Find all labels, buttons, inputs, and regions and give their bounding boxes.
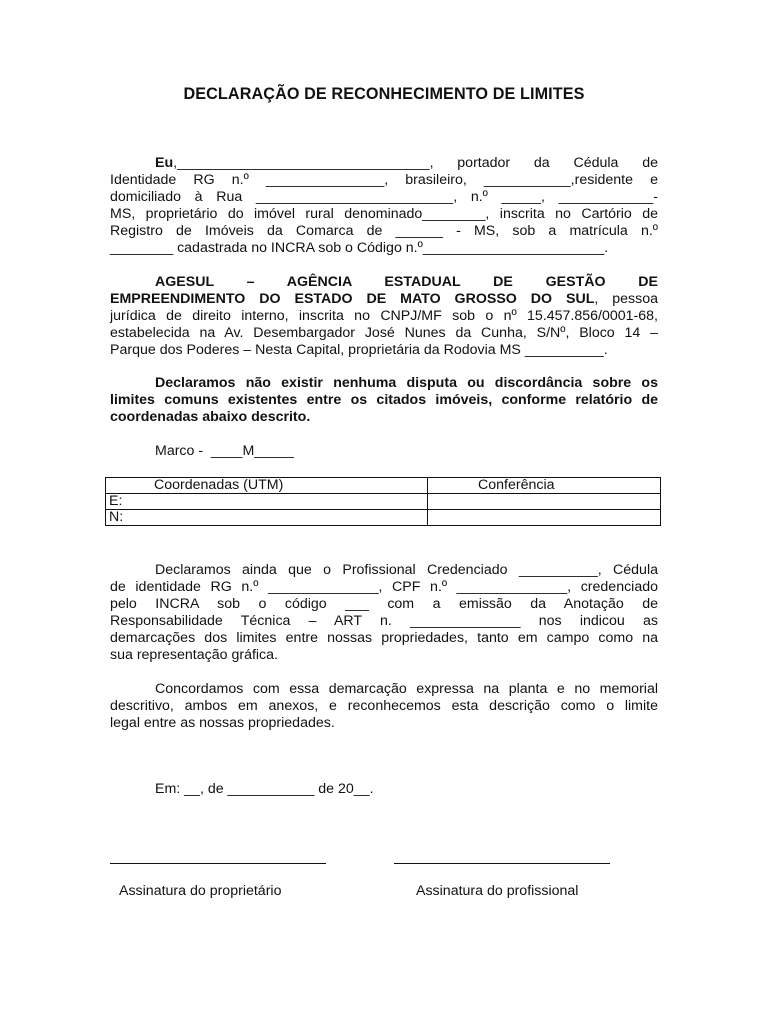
paragraph-line: pelo INCRA sob o código ___ com a emissão da Anotação de (110, 596, 658, 612)
agency-name: AGESUL – AGÊNCIA ESTADUAL DE GESTÃO DE (155, 274, 658, 290)
paragraph-line: Parque dos Poderes – Nesta Capital, proprietária da Rodovia MS __________. (110, 342, 608, 358)
date-line: Em: __, de ___________ de 20__. (155, 781, 374, 797)
table-row (106, 494, 661, 510)
paragraph-declaration (110, 375, 658, 426)
cell-n-conference (428, 510, 661, 526)
line-text: ,________________________________, portador da Cédula de (173, 155, 658, 171)
table-header-row (106, 478, 661, 494)
paragraph-line: ________ cadastrada no INCRA sob o Código n.º_______________________. (110, 240, 609, 256)
declarant-label: Eu (155, 155, 174, 171)
paragraph-declarant (110, 155, 658, 257)
paragraph-line: coordenadas abaixo descrito. (110, 409, 311, 425)
paragraph-line: Declaramos ainda que o Profissional Credenciado __________, Cédula (155, 562, 658, 578)
paragraph-line: Concordamos com essa demarcação expressa na planta e no memorial (155, 681, 658, 697)
coordinates-table (105, 477, 661, 526)
header-conference: Conferência (428, 478, 661, 494)
cell-e-conference (428, 494, 661, 510)
paragraph-line: domiciliado à Rua _________________________, n.º _____, ____________- (110, 189, 658, 205)
owner-signature-label: Assinatura do proprietário (119, 883, 282, 899)
paragraph-line: sua representação gráfica. (110, 647, 278, 663)
paragraph-line (110, 155, 658, 172)
agency-name-cont: EMPREENDIMENTO DO ESTADO DE MATO GROSSO DO SUL (110, 291, 595, 307)
table-row (106, 510, 661, 526)
paragraph-line: estabelecida na Av. Desembargador José Nunes da Cunha, S/Nº, Bloco 14 – (110, 325, 658, 341)
paragraph-agesul (110, 274, 658, 359)
paragraph-line: jurídica de direito interno, inscrita no CNPJ/MF sob o nº 15.457.856/0001-68, (110, 308, 658, 324)
paragraph-line: limites comuns existentes entre os citados imóveis, conforme relatório de (110, 392, 658, 408)
paragraph-line: de identidade RG n.º ______________, CPF n.º ______________, credenciado (110, 579, 658, 595)
cell-n: N: (106, 510, 428, 526)
line-text: , pessoa (594, 291, 658, 307)
header-coordinates: Coordenadas (UTM) (106, 478, 428, 494)
paragraph-line: Identidade RG n.º _______________, brasileiro, ___________,residente e (110, 172, 658, 188)
owner-signature-line (110, 863, 326, 864)
professional-signature-line (394, 863, 610, 864)
paragraph-line (110, 291, 658, 308)
paragraph-line: Responsabilidade Técnica – ART n. ______________ nos indicou as (110, 613, 658, 629)
paragraph-line: legal entre as nossas propriedades. (110, 715, 335, 731)
paragraph-line: Registro de Imóveis da Comarca de ______ - MS, sob a matrícula n.º (110, 223, 658, 239)
paragraph-line (110, 274, 658, 291)
marco-line: Marco - ____M_____ (155, 443, 294, 459)
cell-e: E: (106, 494, 428, 510)
paragraph-line: Declaramos não existir nenhuma disputa ou discordância sobre os (155, 375, 658, 391)
paragraph-professional (110, 562, 658, 664)
paragraph-line: MS, proprietário do imóvel rural denominado________, inscrita no Cartório de (110, 206, 658, 222)
professional-signature-label: Assinatura do profissional (416, 883, 579, 899)
paragraph-line: demarcações dos limites entre nossas propriedades, tanto em campo como na (110, 630, 658, 646)
document-title: DECLARAÇÃO DE RECONHECIMENTO DE LIMITES (183, 85, 585, 103)
paragraph-line: descritivo, ambos em anexos, e reconhecemos esta descrição como o limite (110, 698, 658, 714)
paragraph-agreement (110, 681, 658, 732)
